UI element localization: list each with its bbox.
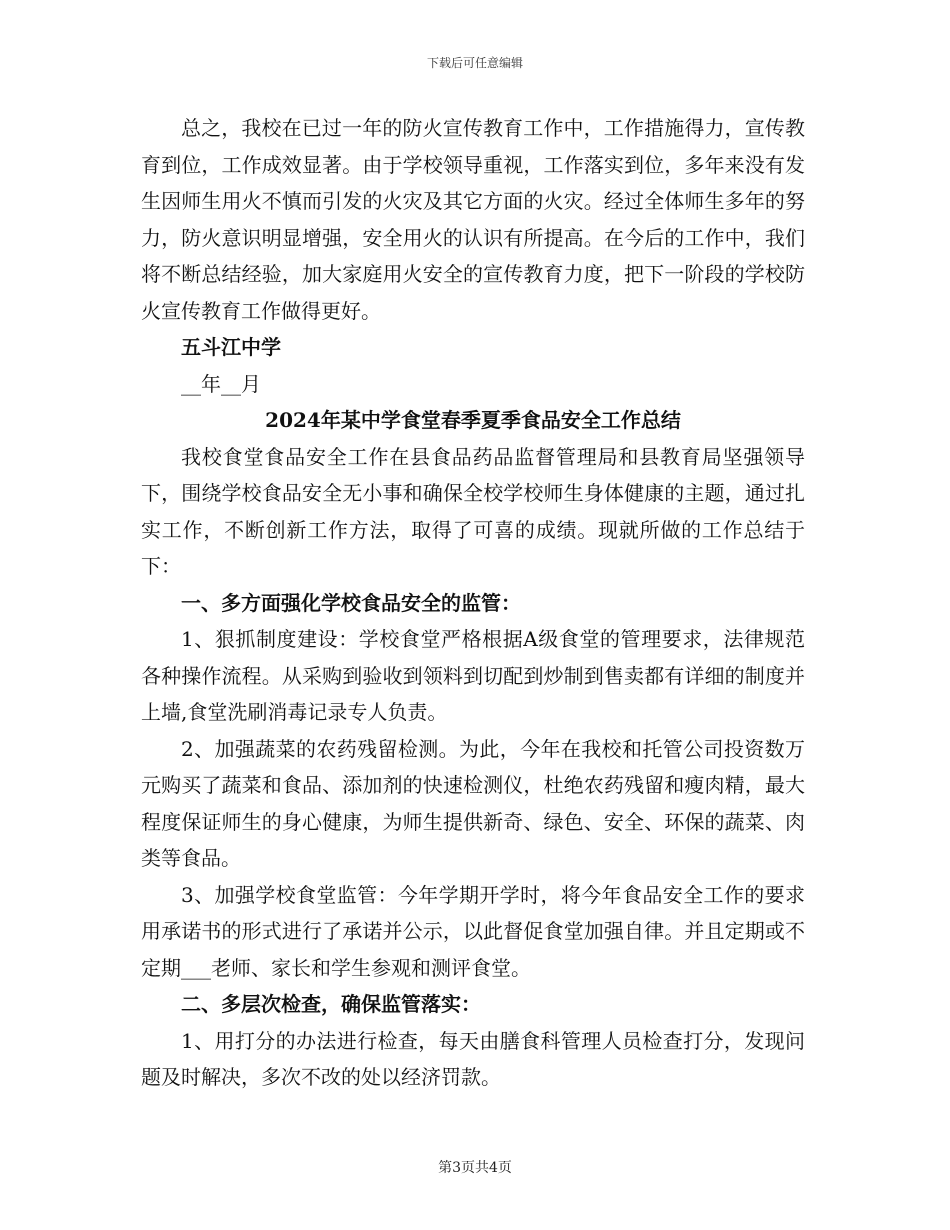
summary-paragraph: 总之，我校在已过一年的防火宣传教育工作中，工作措施得力，宣传教育到位，工作成效显著。由于学校领导重视，工作落实到位，多年来没有发生因师生用火不慎而引发的火灾及其它方面的火灾。经过全体师生多年的努力，防火意识明显增强，安全用火的认识有所提高。在今后的工作中，我们将不断总结经验，加大家庭用火安全的宣传教育力度，把下一阶段的学校防火宣传教育工作做得更好。: [141, 116, 805, 323]
document-body: [141, 110, 805, 1096]
date-line: __年__月: [181, 371, 261, 396]
section2-item-1: 1、用打分的办法进行检查，每天由膳食科管理人员检查打分，发现问题及时解决，多次不改的处以经济罚款。: [141, 1028, 805, 1089]
section-heading-1: 一、多方面强化学校食品安全的监管：: [181, 590, 521, 615]
section1-item-1: 1、狠抓制度建设：学校食堂严格根据A级食堂的管理要求，法律规范各种操作流程。从采购到验收到领料到切配到炒制到售卖都有详细的制度并上墙,食堂洗刷消毒记录专人负责。: [141, 627, 805, 724]
document-title: 2024年某中学食堂春季夏季食品安全工作总结: [265, 408, 681, 432]
page-header: 下载后可任意编辑: [426, 56, 523, 70]
section1-item-2: 2、加强蔬菜的农药残留检测。为此，今年在我校和托管公司投资数万元购买了蔬菜和食品、添加剂的快速检测仪，杜绝农药残留和瘦肉精，最大程度保证师生的身心健康，为师生提供新奇、绿色、安全、环保的蔬菜、肉类等食品。: [141, 736, 805, 870]
page-footer: 第3页共4页: [438, 1160, 512, 1176]
section-heading-2: 二、多层次检查，确保监管落实：: [181, 992, 481, 1016]
section1-item-3: 3、加强学校食堂监管：今年学期开学时，将今年食品安全工作的要求用承诺书的形式进行了承诺并公示，以此督促食堂加强自律。并且定期或不定期___老师、家长和学生参观和测评食堂。: [141, 882, 805, 980]
intro-paragraph: 我校食堂食品安全工作在县食品药品监督管理局和县教育局坚强领导下，围绕学校食品安全无小事和确保全校学校师生身体健康的主题，通过扎实工作，不断创新工作方法，取得了可喜的成绩。现就所做的工作总结于下：: [141, 444, 805, 578]
school-name: 五斗江中学: [181, 335, 281, 359]
